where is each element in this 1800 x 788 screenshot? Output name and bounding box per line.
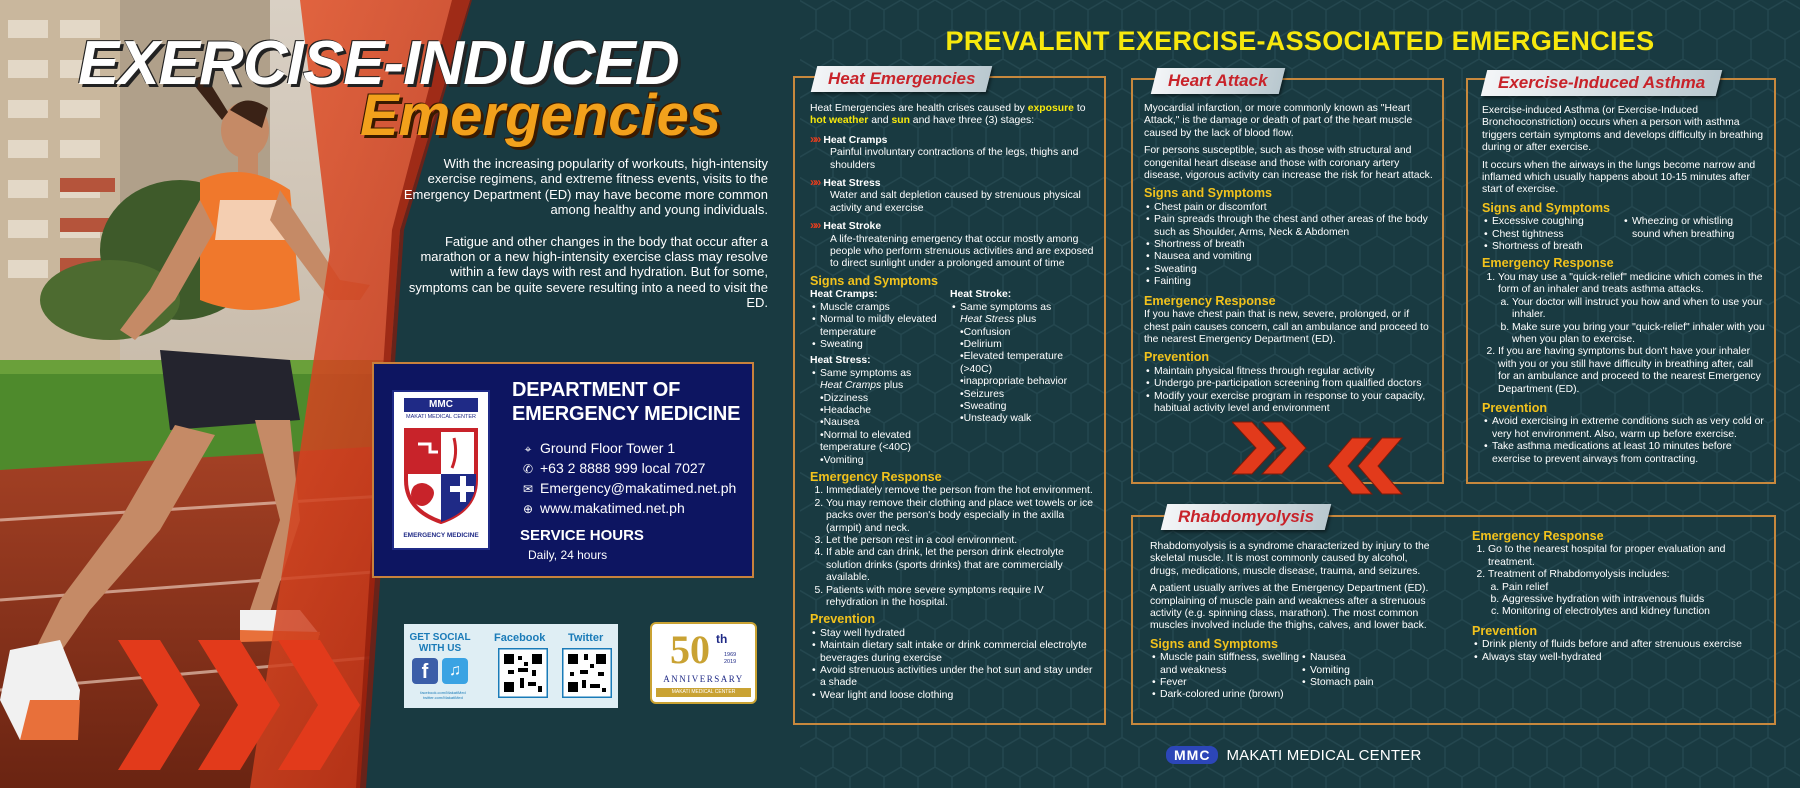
list-item: •Unsteady walk xyxy=(960,413,1032,425)
heat-stage-name: Heat Cramps xyxy=(823,134,888,146)
facebook-label: Facebook xyxy=(494,632,546,644)
heat-signs-left xyxy=(810,289,950,467)
heat-stress-items xyxy=(810,393,950,467)
list-item: •Delirium xyxy=(960,338,1002,350)
rhabdo-response-title: Emergency Response xyxy=(1472,529,1604,543)
intro-paragraph: Fatigue and other changes in the body that occur after a marathon or a new high-intensity exercise class may resolve within a few days with rest and hydration. But for some, symptoms can be quite severe resulting into a need to visit the ED. xyxy=(408,233,768,311)
heat-content xyxy=(810,103,1095,702)
list-item xyxy=(1498,272,1768,346)
heat-stroke-items xyxy=(950,327,1090,426)
heat-stage-desc: Painful involuntary contractions of the legs, thighs and shoulders xyxy=(830,147,1079,171)
list-item: 1. Immediately remove the person from the hot environment. xyxy=(826,485,1095,497)
anniversary-years: 1969 2019 xyxy=(724,652,737,665)
heat-signs-right xyxy=(950,289,1090,467)
heat-stroke-title: Heat Stroke: xyxy=(950,289,1012,301)
list-item: 4. If able and can drink, let the person drink electrolyte solution drinks (sports drinks) that are commercially available. xyxy=(826,547,1095,584)
phone-icon: ✆ xyxy=(522,462,534,476)
logo-name: MAKATI MEDICAL CENTER xyxy=(406,414,476,420)
shield-icon xyxy=(402,424,480,524)
list-item: • Take asthma medications at least 10 minutes before exercise to prevent airways from contracting. xyxy=(1482,441,1768,466)
list-item: • Avoid strenuous activities under the hot sun and stay under a shade xyxy=(810,665,1095,690)
list-item: a. Your doctor will instruct you how and when to use your inhaler. xyxy=(1512,297,1768,322)
intro-text xyxy=(400,156,768,327)
list-item: • Nausea and vomiting xyxy=(1144,251,1434,263)
heart-paragraph: For persons susceptible, such as those with structural and congenital heart disease and those with coronary artery disease, vigorous activity can increase the risk for heart attack. xyxy=(1144,145,1433,182)
heat-stage xyxy=(810,176,1095,215)
list-item xyxy=(950,302,1090,327)
heat-emergencies-heading: Heat Emergencies xyxy=(828,69,976,88)
logo-caption: EMERGENCY MEDICINE xyxy=(403,532,479,539)
mmc-logo-icon: MMC xyxy=(1166,746,1218,764)
heat-stage-name: Heat Stroke xyxy=(823,221,882,233)
list-item: • Muscle pain stiffness, swelling and weakness xyxy=(1150,652,1300,677)
heat-stage xyxy=(810,133,1095,172)
rhabdomyolysis-heading: Rhabdomyolysis xyxy=(1178,507,1315,526)
facebook-icon[interactable]: f xyxy=(412,658,438,684)
same-as-ref: Heat Cramps xyxy=(820,380,882,392)
asthma-response-1: You may use a "quick-relief" medicine which comes in the form of an inhaler and treats asthma attacks. xyxy=(1498,271,1763,296)
email-row[interactable] xyxy=(520,480,736,496)
heart-attack-tag xyxy=(1151,68,1285,94)
list-item: • Chest pain or discomfort xyxy=(1144,202,1434,214)
asthma-prevention-title: Prevention xyxy=(1482,400,1548,415)
rhabdomyolysis-tag xyxy=(1161,504,1332,530)
heat-cramps-title: Heat Cramps: xyxy=(810,289,878,301)
asthma-response-list xyxy=(1482,272,1768,396)
red-chevrons-heart xyxy=(1232,418,1422,498)
asthma-prevention-list xyxy=(1482,416,1768,466)
same-as-text: Same symptoms as xyxy=(960,301,1052,313)
heat-emergencies-tag xyxy=(811,66,993,92)
rhabdo-prevention-title: Prevention xyxy=(1472,623,1538,638)
list-item: • Avoid exercising in extreme conditions such as very cold or very hot environment. Also, warm up before exercise. xyxy=(1482,416,1768,441)
list-item: • Chest tightness xyxy=(1482,229,1622,241)
list-item: • Modify your exercise program in response to your capacity, habitual activity level and environment xyxy=(1144,391,1434,416)
heart-paragraph: Myocardial infarction, or more commonly known as "Heart Attack," is the damage or death of part of the heart muscle caused by the lack of blood flow. xyxy=(1144,103,1413,139)
heat-intro-c: and xyxy=(868,115,892,127)
rhabdo-paragraph: Rhabdomyolysis is a syndrome characterized by injury to the skeletal muscle. It is most commonly caused by alcohol, drugs, medications, muscle disease, trauma, and seizures. xyxy=(1150,541,1430,577)
twitter-label: Twitter xyxy=(568,632,604,644)
rhabdo-signs-right xyxy=(1300,652,1410,702)
list-item: • Maintain physical fitness through regular activity xyxy=(1144,366,1434,378)
heart-prevention-title: Prevention xyxy=(1144,350,1210,365)
rhabdo-signs-columns xyxy=(1150,652,1430,702)
asthma-paragraph: Exercise-induced Asthma (or Exercise-Induced Bronchoconstriction) occurs when a person with asthma triggers certain symptoms and develops difficulty in breathing during or after exercise. xyxy=(1482,105,1764,154)
phone-text: +63 2 8888 999 local 7027 xyxy=(540,460,706,476)
chevron-right-icon: »» xyxy=(810,218,820,233)
globe-icon: ⊕ xyxy=(522,502,534,516)
list-item xyxy=(810,368,950,393)
rhabdo-response-list xyxy=(1472,544,1762,618)
asthma-content xyxy=(1482,105,1768,466)
twitter-qr-code[interactable] xyxy=(562,648,612,698)
rhabdo-signs-title: Signs and Symptoms xyxy=(1150,636,1279,651)
rhabdo-prevention-list xyxy=(1472,639,1762,664)
list-item: • Stomach pain xyxy=(1300,677,1410,689)
heat-stage xyxy=(810,219,1095,271)
list-item: • Pain spreads through the chest and other areas of the body such as Shoulder, Arms, Neck & Abdomen xyxy=(1144,214,1434,239)
list-item: 3. Let the person rest in a cool environment. xyxy=(826,535,1095,547)
anniversary-suffix: th xyxy=(716,632,728,646)
list-item: • Wheezing or whistling sound when breathing xyxy=(1622,216,1742,241)
website-text: www.makatimed.net.ph xyxy=(540,500,685,516)
social-card xyxy=(404,624,618,708)
chevron-right-icon: »» xyxy=(810,175,820,190)
list-item: • Muscle cramps xyxy=(810,302,950,314)
list-item: •Nausea xyxy=(820,417,860,429)
heat-intro xyxy=(810,103,1095,128)
list-item: •Elevated temperature (>40C) xyxy=(960,351,1063,375)
same-as-text: Same symptoms as xyxy=(820,367,912,379)
list-item: • Fever xyxy=(1150,677,1300,689)
asthma-heading: Exercise-Induced Asthma xyxy=(1498,73,1706,92)
phone-row[interactable] xyxy=(520,460,705,476)
list-item: •inappropriate behavior xyxy=(960,376,1068,388)
rhabdo-paragraph: A patient usually arrives at the Emergency Department (ED). complaining of muscle pain and weakness after a strenuous activity (e.g. spinning class, marathon). The most common muscles involved include the thighs, calves, and lower back. xyxy=(1150,583,1429,632)
heat-prevention-list xyxy=(810,628,1095,702)
heat-signs-title: Signs and Symptoms xyxy=(810,273,939,288)
list-item: • Maintain dietary salt intake or drink commercial electrolyte beverages during exercise xyxy=(810,640,1095,665)
asthma-paragraph: It occurs when the airways in the lungs become narrow and inflamed which usually happens about 10-15 minutes after start of exercise. xyxy=(1482,159,1756,196)
rhabdo-left-content xyxy=(1150,541,1430,702)
department-title xyxy=(512,378,752,426)
anniversary-badge xyxy=(650,622,757,704)
heat-intro-d: and have three (3) stages: xyxy=(909,115,1035,127)
red-chevrons-left xyxy=(118,640,360,770)
list-item: • Vomiting xyxy=(1300,665,1410,677)
asthma-signs-columns xyxy=(1482,216,1768,253)
heart-content xyxy=(1144,103,1434,415)
heat-stress-title: Heat Stress: xyxy=(810,355,871,367)
heat-prevention-title: Prevention xyxy=(810,612,876,627)
list-item: 1. Go to the nearest hospital for proper evaluation and treatment. xyxy=(1488,544,1762,569)
main-title: PREVALENT EXERCISE-ASSOCIATED EMERGENCIES xyxy=(945,26,1655,56)
anniversary-number: 50 xyxy=(670,627,710,672)
list-item: • Shortness of breath xyxy=(1144,239,1434,251)
list-item: • Stay well hydrated xyxy=(810,628,1095,640)
asthma-signs-left xyxy=(1482,216,1622,253)
heat-stage-name: Heat Stress xyxy=(823,178,881,190)
rhabdo-right-content xyxy=(1472,526,1762,664)
list-item: •Normal to elevated temperature (<40C) xyxy=(820,429,911,454)
location-row xyxy=(520,440,675,457)
list-item: • Nausea xyxy=(1300,652,1410,664)
rhabdo-signs-left xyxy=(1150,652,1300,702)
service-hours-value: Daily, 24 hours xyxy=(528,548,608,562)
list-item: c. Monitoring of electrolytes and kidney function xyxy=(1502,606,1762,618)
list-item: •Sweating xyxy=(960,400,1007,412)
mmc-logo-mark: MMC xyxy=(404,398,478,412)
heart-prevention-list xyxy=(1144,366,1434,416)
social-handles xyxy=(408,690,478,700)
heart-response-text: If you have chest pain that is new, severe, prolonged, or if chest pain causes concern, call an ambulance and proceed to the nearest Emergency Department (ED). xyxy=(1144,309,1429,345)
department-title-line2: EMERGENCY MEDICINE xyxy=(512,403,741,425)
asthma-response-sublist xyxy=(1498,297,1768,347)
heat-intro-exposure: exposure xyxy=(1027,103,1074,114)
list-item: • Excessive coughing xyxy=(1482,216,1622,228)
poster-title-line1: EXERCISE-INDUCED xyxy=(78,29,679,98)
facebook-handle: facebook.com/MakatiMed xyxy=(420,690,466,695)
list-item: • Dark-colored urine (brown) xyxy=(1150,689,1300,701)
list-item: •Seizures xyxy=(960,388,1005,400)
same-as-ref: Heat Stress xyxy=(960,314,1015,326)
heart-signs-list xyxy=(1144,202,1434,289)
email-text: Emergency@makatimed.net.ph xyxy=(540,480,737,496)
heat-stroke-list xyxy=(950,302,1090,327)
mail-icon: ✉ xyxy=(522,482,534,496)
list-item: a. Pain relief xyxy=(1502,582,1762,594)
social-title: GET SOCIAL WITH US xyxy=(409,632,471,654)
heat-intro-sun: sun xyxy=(891,115,910,127)
location-text: Ground Floor Tower 1 xyxy=(540,440,676,456)
intro-paragraph: With the increasing popularity of workouts, high-intensity exercise regimens, and extreme fitness events, visits to the Emergency Department (ED) may have become more common among healthy and young individuals. xyxy=(403,156,768,218)
list-item: • Shortness of breath xyxy=(1482,241,1622,253)
anniversary-sub: MAKATI MEDICAL CENTER xyxy=(656,688,751,697)
list-item: 5. Patients with more severe symptoms require IV rehydration in the hospital. xyxy=(826,585,1095,610)
asthma-tag xyxy=(1481,70,1723,96)
asthma-signs-title: Signs and Symptoms xyxy=(1482,200,1611,215)
heat-cramps-list xyxy=(810,302,950,352)
list-item: • Always stay well-hydrated xyxy=(1472,652,1762,664)
list-item: • Drink plenty of fluids before and after strenuous exercise xyxy=(1472,639,1762,651)
list-item: • Normal to mildly elevated temperature xyxy=(810,314,950,339)
plus-text: plus xyxy=(1014,314,1037,326)
heat-stage-desc: A life-threatening emergency that occur mostly among people who perform strenuous activities and are exposed to direct sunlight under a prolonged amount of time xyxy=(830,233,1094,270)
list-item: •Headache xyxy=(820,404,872,416)
list-item: • Fainting xyxy=(1144,276,1434,288)
heat-signs-columns xyxy=(810,289,1095,467)
rhabdo-response-2: Treatment of Rhabdomyolysis includes: xyxy=(1488,569,1670,581)
anniversary-label: ANNIVERSARY xyxy=(663,674,744,684)
list-item: • Sweating xyxy=(810,339,950,351)
list-item: 2. If you are having symptoms but don't have your inhaler with you or you still have difficulty in breathing after, call for an ambulance and proceed to the nearest Emergency Department (ED). xyxy=(1498,346,1768,396)
plus-text: plus xyxy=(881,380,904,392)
asthma-signs-right xyxy=(1622,216,1742,253)
twitter-handle: twitter.com/MakatiMed xyxy=(423,695,463,700)
list-item: • Undergo pre-participation screening from qualified doctors xyxy=(1144,378,1434,390)
heat-stage-desc: Water and salt depletion caused by strenuous physical activity and exercise xyxy=(830,190,1081,214)
list-item: • Sweating xyxy=(1144,264,1434,276)
list-item: b. Aggressive hydration with intravenous fluids xyxy=(1502,594,1762,606)
list-item: •Vomiting xyxy=(820,454,864,466)
poster-title-line2: Emergencies xyxy=(360,83,722,148)
heat-response-list xyxy=(810,485,1095,609)
heart-response-title: Emergency Response xyxy=(1144,293,1276,308)
department-title-line1: DEPARTMENT OF xyxy=(512,379,681,401)
list-item xyxy=(1488,569,1762,619)
heat-intro-hot-weather: hot weather xyxy=(810,115,869,127)
rhabdo-response-sublist xyxy=(1488,582,1762,619)
heart-signs-title: Signs and Symptoms xyxy=(1144,186,1273,201)
heat-response-title: Emergency Response xyxy=(810,469,942,484)
heat-intro-a: Heat Emergencies are health crises caused by xyxy=(810,103,1028,114)
department-card xyxy=(372,362,754,578)
heat-intro-b: to xyxy=(1073,103,1086,114)
chevron-right-icon: »» xyxy=(810,131,820,146)
facebook-qr-code[interactable] xyxy=(498,648,548,698)
twitter-icon[interactable]: ♫ xyxy=(442,658,468,684)
heart-attack-heading: Heart Attack xyxy=(1168,71,1268,90)
list-item: 2. You may remove their clothing and place wet towels or ice packs over the person's body especially in the axilla (armpit) and neck. xyxy=(826,498,1095,535)
asthma-response-title: Emergency Response xyxy=(1482,256,1614,271)
footer-logo xyxy=(1166,746,1422,764)
list-item: b. Make sure you bring your "quick-relief" inhaler with you when you plan to exercise. xyxy=(1512,322,1768,347)
heat-stress-list xyxy=(810,368,950,393)
website-row[interactable] xyxy=(520,500,685,516)
list-item: •Confusion xyxy=(960,326,1011,338)
footer-name: MAKATI MEDICAL CENTER xyxy=(1226,746,1422,764)
emergency-medicine-logo xyxy=(392,390,490,550)
service-hours-title: SERVICE HOURS xyxy=(520,527,644,544)
location-pin-icon: ⌖ xyxy=(524,442,532,456)
list-item: •Dizziness xyxy=(820,392,869,404)
list-item: • Wear light and loose clothing xyxy=(810,690,1095,702)
